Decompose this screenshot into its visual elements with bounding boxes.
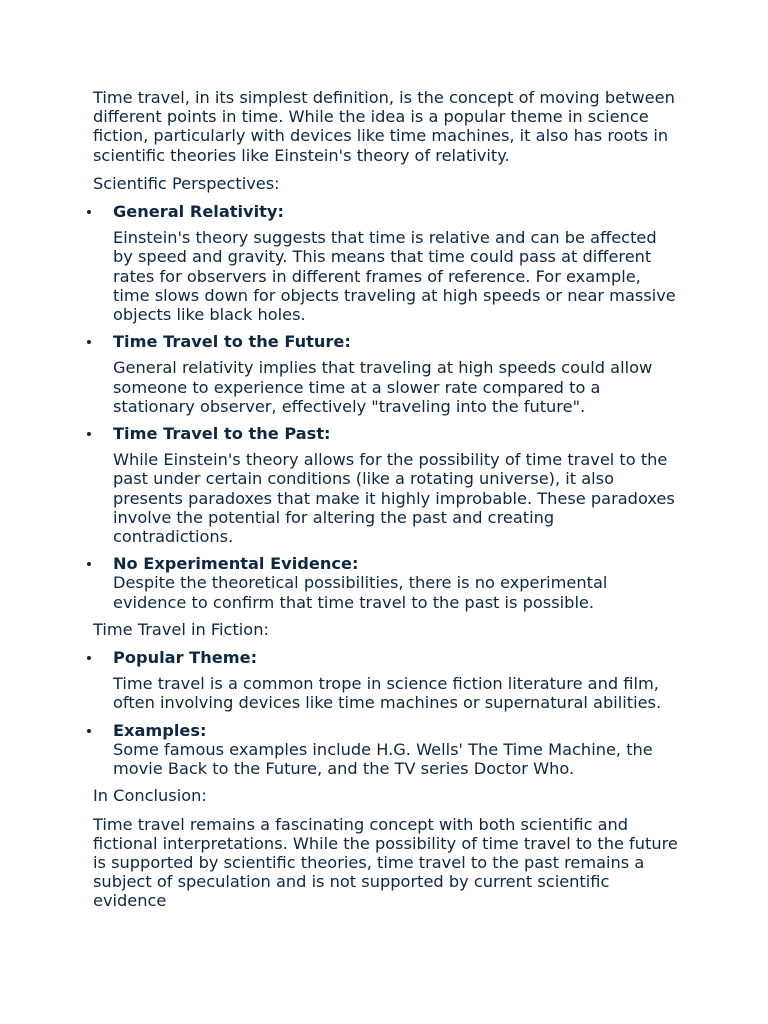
list-item: [93, 721, 678, 779]
item-title: Time Travel to the Past:: [113, 424, 331, 444]
section-heading-conclusion: In Conclusion:: [93, 786, 207, 806]
item-body: Despite the theoretical possibilities, there is no experimental evidence to confirm that time travel to the past is possible.: [113, 573, 608, 612]
item-title: Time Travel to the Future:: [113, 332, 351, 352]
list-item: [93, 202, 678, 324]
item-title: Examples:: [113, 720, 207, 740]
item-body: Einstein's theory suggests that time is relative and can be affected by speed and gravity. This means that time could pass at different rates for observers in different frames of reference. For example, time slows down for objects traveling at high speeds or near massive objects like black holes.: [113, 228, 676, 325]
bullet-icon: [87, 210, 91, 214]
fiction-list: [93, 648, 678, 778]
item-title: General Relativity:: [113, 202, 284, 222]
intro-paragraph: Time travel, in its simplest definition, is the concept of moving between different points in time. While the idea is a popular theme in science fiction, particularly with devices like time machines, it also has roots in scientific theories like Einstein's theory of relativity.: [93, 88, 675, 165]
scientific-list: [93, 202, 678, 612]
bullet-icon: [87, 432, 91, 436]
item-body: While Einstein's theory allows for the possibility of time travel to the past under certain conditions (like a rotating universe), it also presents paradoxes that make it highly improbable. These paradoxes involve the potential for altering the past and creating contradictions.: [113, 450, 675, 547]
item-title: No Experimental Evidence:: [113, 554, 359, 574]
list-item: [93, 648, 678, 713]
bullet-icon: [87, 729, 91, 733]
list-item: [93, 332, 678, 416]
item-body: Time travel is a common trope in science fiction literature and film, often involving devices like time machines or supernatural abilities.: [113, 674, 662, 713]
conclusion-paragraph: Time travel remains a fascinating concept with both scientific and fictional interpretations. While the possibility of time travel to the future is supported by scientific theories, time travel to the past remains a subject of speculation and is not supported by current scientific evidence: [93, 814, 678, 911]
item-body: Some famous examples include H.G. Wells' The Time Machine, the movie Back to the Future, and the TV series Doctor Who.: [113, 739, 653, 779]
section-heading-fiction: Time Travel in Fiction:: [93, 619, 269, 639]
bullet-icon: [87, 562, 91, 566]
document-page: [93, 88, 678, 911]
list-item: [93, 554, 678, 612]
list-item: [93, 424, 678, 546]
item-body: General relativity implies that traveling at high speeds could allow someone to experience time at a slower rate compared to a stationary observer, effectively "traveling into the future".: [113, 358, 653, 416]
item-title: Popular Theme:: [113, 648, 258, 668]
bullet-icon: [87, 656, 91, 660]
bullet-icon: [87, 340, 91, 344]
section-heading-scientific: Scientific Perspectives:: [93, 173, 280, 193]
